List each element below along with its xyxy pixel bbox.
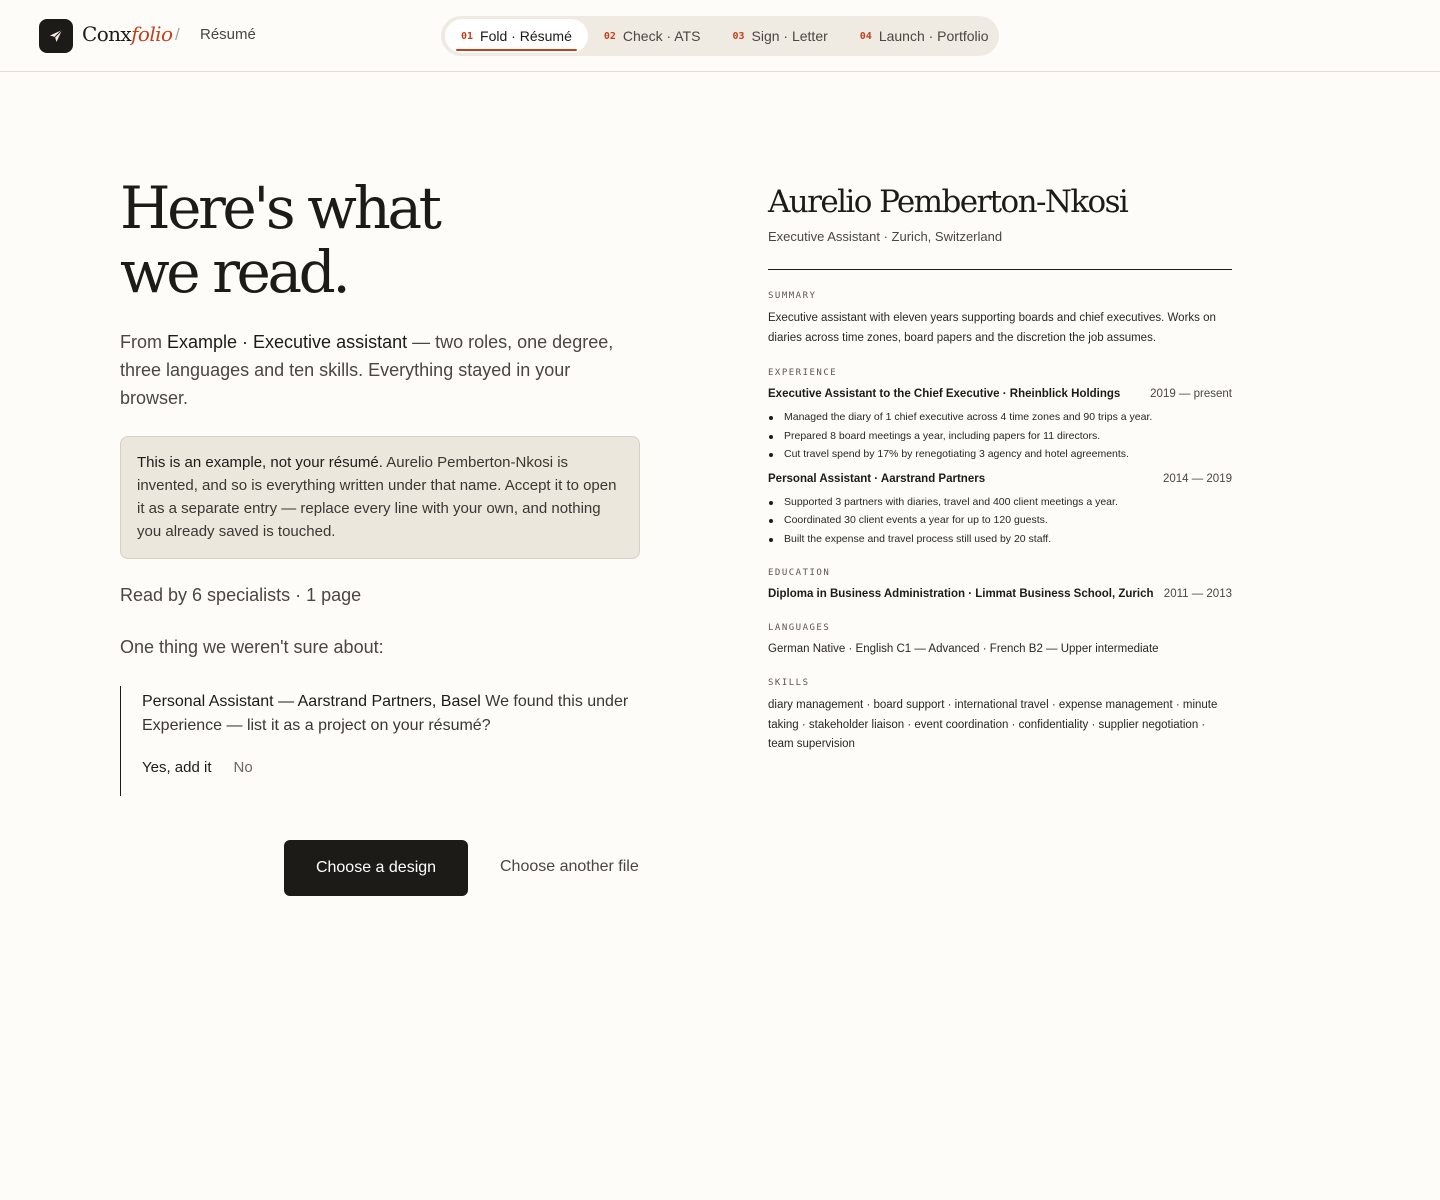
bullet-item: Managed the diary of 1 chief executive across 4 time zones and 90 trips a year. bbox=[768, 408, 1232, 427]
resume-tagline: Executive Assistant · Zurich, Switzerland bbox=[768, 229, 1003, 244]
example-notice bbox=[120, 436, 640, 559]
experience-entry bbox=[768, 473, 1232, 485]
skills-heading: SKILLS bbox=[768, 678, 810, 688]
no-button[interactable]: No bbox=[233, 759, 253, 776]
experience-dates: 2014 — 2019 bbox=[1162, 472, 1232, 485]
step-label: Sign · Letter bbox=[751, 28, 828, 44]
education-heading: EDUCATION bbox=[768, 568, 831, 578]
yes-add-it-button[interactable]: Yes, add it bbox=[142, 759, 212, 776]
skills-text: diary management · board support · international travel · expense management · minute taking · stakeholder liaison · event coordination · confidentiality · supplier negotiation · team supervision bbox=[768, 699, 1218, 750]
intro-text bbox=[120, 328, 640, 412]
paper-plane-icon bbox=[48, 28, 64, 44]
step-number: 01 bbox=[461, 30, 474, 42]
page-title bbox=[120, 176, 540, 304]
languages-text: German Native · English C1 — Advanced · French B2 — Upper intermediate bbox=[768, 643, 1159, 655]
education-entry bbox=[768, 588, 1232, 600]
step-number: 02 bbox=[603, 30, 616, 42]
summary-heading: SUMMARY bbox=[768, 291, 817, 301]
bullet-item: Supported 3 partners with diaries, travel and 400 client meetings a year. bbox=[768, 493, 1232, 512]
step-label: Fold · Résumé bbox=[480, 28, 572, 44]
question-prompt: We found this under Experience — list it as a project on your résumé? bbox=[142, 693, 629, 734]
question-label: One thing we weren't sure about: bbox=[120, 637, 384, 657]
summary-text: Executive assistant with eleven years supporting boards and chief executives. Works on diaries across time zones, board papers and the discretion the job assumes. bbox=[768, 312, 1216, 344]
intro-prefix: From bbox=[120, 332, 167, 352]
brand-name[interactable] bbox=[82, 22, 172, 50]
experience-entry bbox=[768, 388, 1232, 400]
top-bar bbox=[0, 0, 1440, 72]
experience-dates: 2019 — present bbox=[1150, 388, 1232, 400]
languages-heading: LANGUAGES bbox=[768, 623, 831, 633]
tab-launch-portfolio[interactable] bbox=[844, 19, 1005, 53]
uncertain-item-question bbox=[120, 686, 640, 796]
resume-divider bbox=[768, 269, 1232, 270]
bullet-item: Coordinated 30 client events a year for up to 120 guests. bbox=[768, 511, 1232, 530]
notice-text: Aurelio Pemberton-Nkosi is invented, and so is everything written under that name. Accept it to open it as a separate entry — replace every line with your own, and nothing you already saved is touched. bbox=[137, 454, 617, 540]
brand-accent: folio bbox=[131, 22, 173, 46]
step-number: 04 bbox=[859, 30, 872, 42]
tab-fold-resume[interactable] bbox=[445, 19, 588, 53]
step-tabs bbox=[441, 16, 999, 56]
breadcrumb-current: Résumé bbox=[200, 26, 256, 43]
headline-line-1: Here's what bbox=[120, 174, 439, 242]
bullet-item: Cut travel spend by 17% by renegotiating 3 agency and hotel agreements. bbox=[768, 445, 1232, 464]
resume-preview bbox=[768, 176, 1232, 755]
experience-bullets bbox=[768, 408, 1232, 464]
notice-strong: This is an example, not your résumé. bbox=[137, 454, 383, 471]
tab-sign-letter[interactable] bbox=[716, 19, 843, 53]
read-meta: Read by 6 specialists · 1 page bbox=[120, 585, 362, 605]
step-label: Launch · Portfolio bbox=[878, 28, 989, 44]
education-degree: Diploma in Business Administration · Limmat Business School, Zurich bbox=[768, 588, 1154, 600]
experience-heading: EXPERIENCE bbox=[768, 368, 838, 378]
education-dates: 2011 — 2013 bbox=[1163, 588, 1232, 600]
step-number: 03 bbox=[732, 30, 745, 42]
question-text bbox=[142, 686, 640, 738]
step-label: Check · ATS bbox=[622, 28, 701, 44]
question-item: Personal Assistant — Aarstrand Partners, Basel bbox=[142, 693, 481, 710]
choose-another-file-link[interactable]: Choose another file bbox=[500, 858, 639, 875]
resume-name: Aurelio Pemberton-Nkosi bbox=[768, 184, 1128, 220]
experience-role: Personal Assistant · Aarstrand Partners bbox=[768, 472, 986, 485]
tab-check-ats[interactable] bbox=[588, 19, 717, 53]
question-actions bbox=[142, 759, 640, 776]
brand-main: Conx bbox=[82, 22, 132, 46]
choose-design-button[interactable]: Choose a design bbox=[284, 840, 468, 896]
intro-suffix: — two roles, one degree, three languages and ten skills. Everything stayed in your browser. bbox=[120, 332, 614, 408]
bullet-item: Prepared 8 board meetings a year, including papers for 11 directors. bbox=[768, 427, 1232, 446]
experience-bullets bbox=[768, 493, 1232, 549]
intro-source: Example · Executive assistant bbox=[167, 332, 408, 352]
bullet-item: Built the expense and travel process still used by 20 staff. bbox=[768, 530, 1232, 549]
breadcrumb-separator: / bbox=[175, 25, 180, 44]
logo[interactable] bbox=[39, 19, 73, 53]
experience-role: Executive Assistant to the Chief Executive · Rheinblick Holdings bbox=[768, 388, 1121, 400]
headline-line-2: we read. bbox=[120, 238, 348, 306]
